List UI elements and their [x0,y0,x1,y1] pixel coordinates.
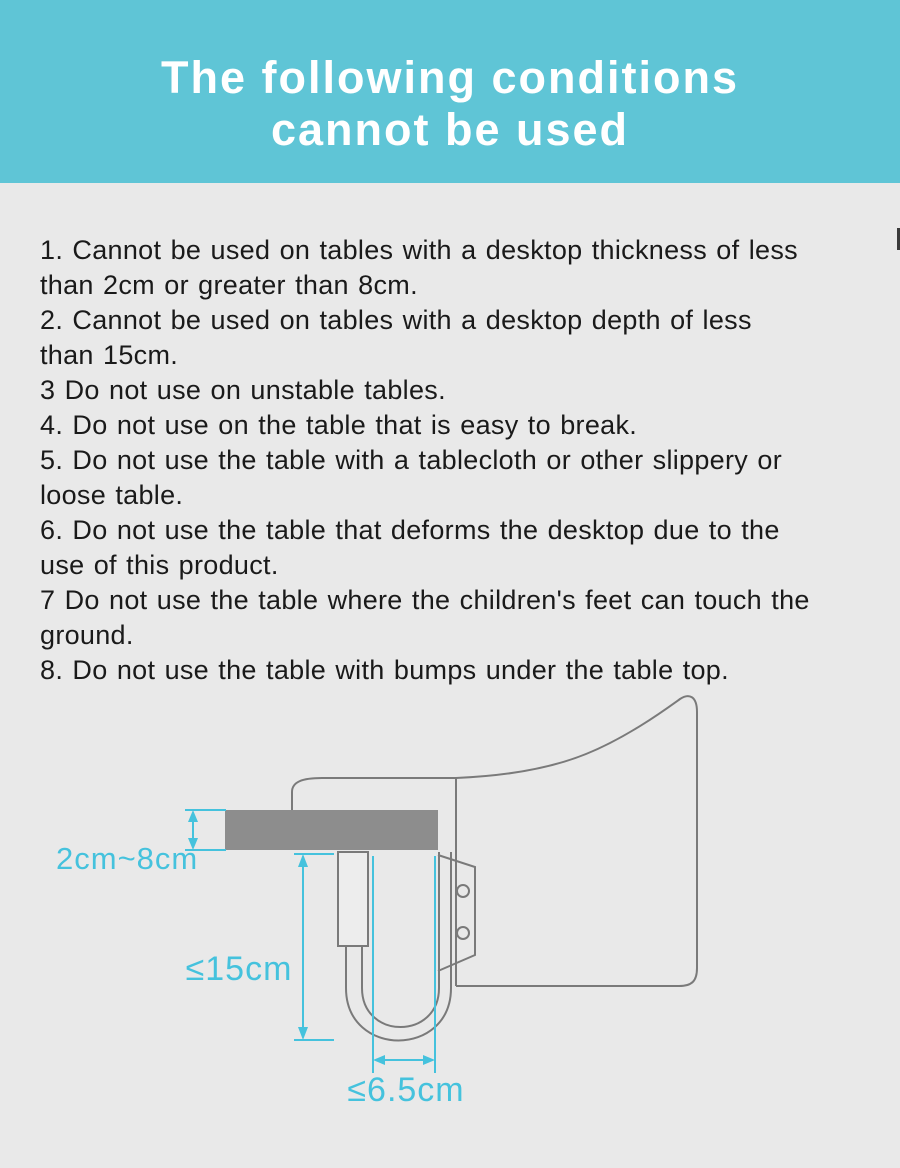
condition-line: 8. Do not use the table with bumps under the table top. [40,655,729,685]
condition-item [40,408,880,443]
condition-line: 2. Cannot be used on tables with a desktop depth of less [40,305,752,335]
condition-line: ground. [40,620,134,650]
page-title-line2: cannot be used [270,104,630,155]
table-top-bar [225,810,438,850]
label-hook-width: ≤6.5cm [347,1071,465,1109]
condition-item [40,443,880,513]
header-banner [0,0,900,183]
condition-line: than 15cm. [40,340,179,370]
clamp-pad [338,852,368,946]
condition-item [40,583,880,653]
dim-clamp-depth [294,854,334,1040]
condition-line: 7 Do not use the table where the children's feet can touch the [40,585,810,615]
condition-line: use of this product. [40,550,279,580]
clamp-diagram [0,688,900,1166]
conditions-list [0,183,900,688]
condition-line: 4. Do not use on the table that is easy to break. [40,410,638,440]
condition-line: than 2cm or greater than 8cm. [40,270,418,300]
page-title-line1: The following conditions [161,52,739,103]
bracket-hole-bottom [457,927,469,939]
condition-item [40,653,880,688]
condition-item [40,373,880,408]
condition-item [40,513,880,583]
condition-line: 5. Do not use the table with a tablecloth or other slippery or [40,445,783,475]
condition-line: 1. Cannot be used on tables with a desktop thickness of less [40,235,798,265]
condition-item [40,233,880,303]
bracket-hole-top [457,885,469,897]
condition-item [40,303,880,373]
condition-line: 6. Do not use the table that deforms the desktop due to the [40,515,780,545]
condition-line: loose table. [40,480,184,510]
label-table-thickness: 2cm~8cm [56,841,199,876]
label-clamp-depth: ≤15cm [185,950,293,988]
condition-line: 3 Do not use on unstable tables. [40,375,446,405]
